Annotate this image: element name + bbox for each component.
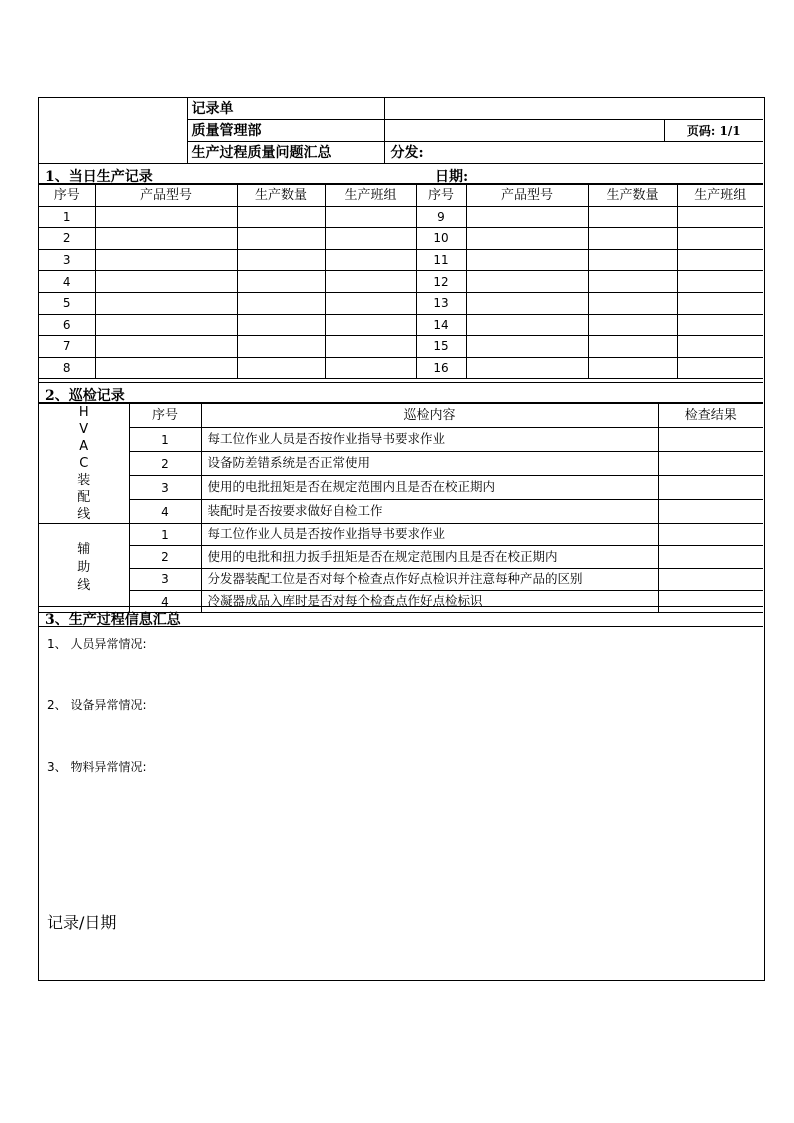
table-row (39, 336, 763, 358)
equipment-abnormal: 2、 设备异常情况: (47, 698, 147, 712)
header-blank (384, 98, 763, 120)
col-no: 序号 (129, 404, 201, 428)
production-table (39, 184, 763, 379)
section3-title-bar (39, 606, 763, 627)
col-qty-1: 生产数量 (237, 185, 325, 207)
item-number: 3 (129, 568, 201, 590)
table-row (39, 249, 763, 271)
record-date-signature: 记录/日期 (47, 913, 117, 932)
cell[interactable] (237, 357, 325, 379)
section2-title-bar (39, 382, 763, 403)
table-row (39, 500, 763, 524)
table-row (39, 314, 763, 336)
cell[interactable] (466, 206, 588, 228)
cell[interactable] (95, 249, 237, 271)
cell[interactable] (677, 314, 763, 336)
record-form (38, 97, 765, 981)
header-table (39, 98, 763, 164)
cell[interactable] (95, 314, 237, 336)
cell[interactable] (325, 206, 416, 228)
cell[interactable] (95, 228, 237, 250)
section2-title: 2、巡检记录 (45, 388, 125, 404)
cell[interactable] (237, 314, 325, 336)
cell[interactable] (588, 357, 677, 379)
row-number: 2 (39, 228, 95, 250)
item-number: 1 (129, 524, 201, 546)
row-number: 12 (416, 271, 466, 293)
table-row (39, 292, 763, 314)
cell[interactable] (325, 228, 416, 250)
row-number: 13 (416, 292, 466, 314)
cell[interactable] (588, 336, 677, 358)
result-cell[interactable] (658, 524, 763, 546)
section1-title: 1、当日生产记录 (45, 169, 153, 185)
cell[interactable] (95, 271, 237, 293)
row-number: 3 (39, 249, 95, 271)
department: 质量管理部 (187, 120, 384, 142)
cell[interactable] (325, 357, 416, 379)
inspection-table (39, 403, 763, 613)
cell[interactable] (588, 292, 677, 314)
cell[interactable] (677, 292, 763, 314)
cell[interactable] (466, 271, 588, 293)
result-cell[interactable] (658, 568, 763, 590)
cell[interactable] (237, 336, 325, 358)
item-text: 冷凝器成品入库时是否对每个检查点作好点检标识 (201, 590, 658, 612)
result-cell[interactable] (658, 428, 763, 452)
group-label: 辅助线 (77, 542, 91, 594)
distribute-label: 分发: (384, 142, 763, 164)
cell[interactable] (237, 249, 325, 271)
page-label: 页码: (686, 123, 720, 138)
item-text: 设备防差错系统是否正常使用 (201, 452, 658, 476)
col-model-1: 产品型号 (95, 185, 237, 207)
row-number: 4 (39, 271, 95, 293)
cell[interactable] (588, 206, 677, 228)
row-number: 14 (416, 314, 466, 336)
cell[interactable] (95, 206, 237, 228)
cell[interactable] (325, 292, 416, 314)
cell[interactable] (677, 271, 763, 293)
col-model-2: 产品型号 (466, 185, 588, 207)
cell[interactable] (237, 271, 325, 293)
table-row (39, 206, 763, 228)
logo-area (39, 98, 187, 164)
item-text: 每工位作业人员是否按作业指导书要求作业 (201, 428, 658, 452)
col-result: 检查结果 (658, 404, 763, 428)
row-number: 1 (39, 206, 95, 228)
col-no-1: 序号 (39, 185, 95, 207)
result-cell[interactable] (658, 476, 763, 500)
cell[interactable] (466, 249, 588, 271)
row-number: 15 (416, 336, 466, 358)
cell[interactable] (588, 271, 677, 293)
row-number: 8 (39, 357, 95, 379)
row-number: 7 (39, 336, 95, 358)
form-title: 生产过程质量问题汇总 (187, 142, 384, 164)
cell[interactable] (95, 357, 237, 379)
col-content: 巡检内容 (201, 404, 658, 428)
item-number: 3 (129, 476, 201, 500)
cell[interactable] (325, 249, 416, 271)
item-text: 每工位作业人员是否按作业指导书要求作业 (201, 524, 658, 546)
table-row (39, 452, 763, 476)
item-number: 4 (129, 500, 201, 524)
material-abnormal: 3、 物料异常情况: (47, 760, 147, 774)
cell[interactable] (325, 314, 416, 336)
cell[interactable] (588, 228, 677, 250)
cell[interactable] (466, 292, 588, 314)
table-row (39, 546, 763, 568)
cell[interactable] (677, 206, 763, 228)
table-row (39, 271, 763, 293)
cell[interactable] (466, 357, 588, 379)
cell[interactable] (466, 228, 588, 250)
cell[interactable] (95, 336, 237, 358)
cell[interactable] (588, 314, 677, 336)
item-number: 2 (129, 546, 201, 568)
table-row (39, 568, 763, 590)
table-row (39, 428, 763, 452)
col-qty-2: 生产数量 (588, 185, 677, 207)
date-label: 日期: (435, 169, 469, 185)
result-cell[interactable] (658, 500, 763, 524)
col-team-1: 生产班组 (325, 185, 416, 207)
row-number: 5 (39, 292, 95, 314)
table-row (39, 476, 763, 500)
item-text: 使用的电批扭矩是否在规定范围内且是否在校正期内 (201, 476, 658, 500)
cell[interactable] (588, 249, 677, 271)
item-text: 装配时是否按要求做好自检工作 (201, 500, 658, 524)
cell[interactable] (466, 314, 588, 336)
item-text: 分发器装配工位是否对每个检查点作好点检识并注意每种产品的区别 (201, 568, 658, 590)
table-row (39, 524, 763, 546)
section1-title-bar (39, 164, 763, 184)
aux-line-label (39, 524, 129, 613)
group-label: HVAC装配线 (77, 405, 91, 522)
cell[interactable] (466, 336, 588, 358)
table-row (39, 228, 763, 250)
cell[interactable] (237, 228, 325, 250)
hvac-line-label (39, 404, 129, 524)
row-number: 11 (416, 249, 466, 271)
cell[interactable] (237, 292, 325, 314)
cell[interactable] (325, 271, 416, 293)
cell[interactable] (677, 249, 763, 271)
row-number: 16 (416, 357, 466, 379)
col-team-2: 生产班组 (677, 185, 763, 207)
item-text: 使用的电批和扭力扳手扭矩是否在规定范围内且是否在校正期内 (201, 546, 658, 568)
item-number: 1 (129, 428, 201, 452)
item-number: 2 (129, 452, 201, 476)
cell[interactable] (677, 357, 763, 379)
section3-title: 3、生产过程信息汇总 (45, 612, 181, 628)
cell[interactable] (237, 206, 325, 228)
table-row (39, 357, 763, 379)
page-number (664, 120, 763, 142)
record-label: 记录单 (187, 98, 384, 120)
item-number: 4 (129, 590, 201, 612)
production-header-row (39, 185, 763, 207)
result-cell[interactable] (658, 546, 763, 568)
col-no-2: 序号 (416, 185, 466, 207)
cell[interactable] (677, 228, 763, 250)
result-cell[interactable] (658, 452, 763, 476)
row-number: 10 (416, 228, 466, 250)
row-number: 6 (39, 314, 95, 336)
page-value: 1/1 (719, 123, 741, 138)
personnel-abnormal: 1、 人员异常情况: (47, 637, 147, 651)
cell[interactable] (95, 292, 237, 314)
header-blank-2 (384, 120, 664, 142)
inspection-header-row (39, 404, 763, 428)
cell[interactable] (677, 336, 763, 358)
cell[interactable] (325, 336, 416, 358)
row-number: 9 (416, 206, 466, 228)
